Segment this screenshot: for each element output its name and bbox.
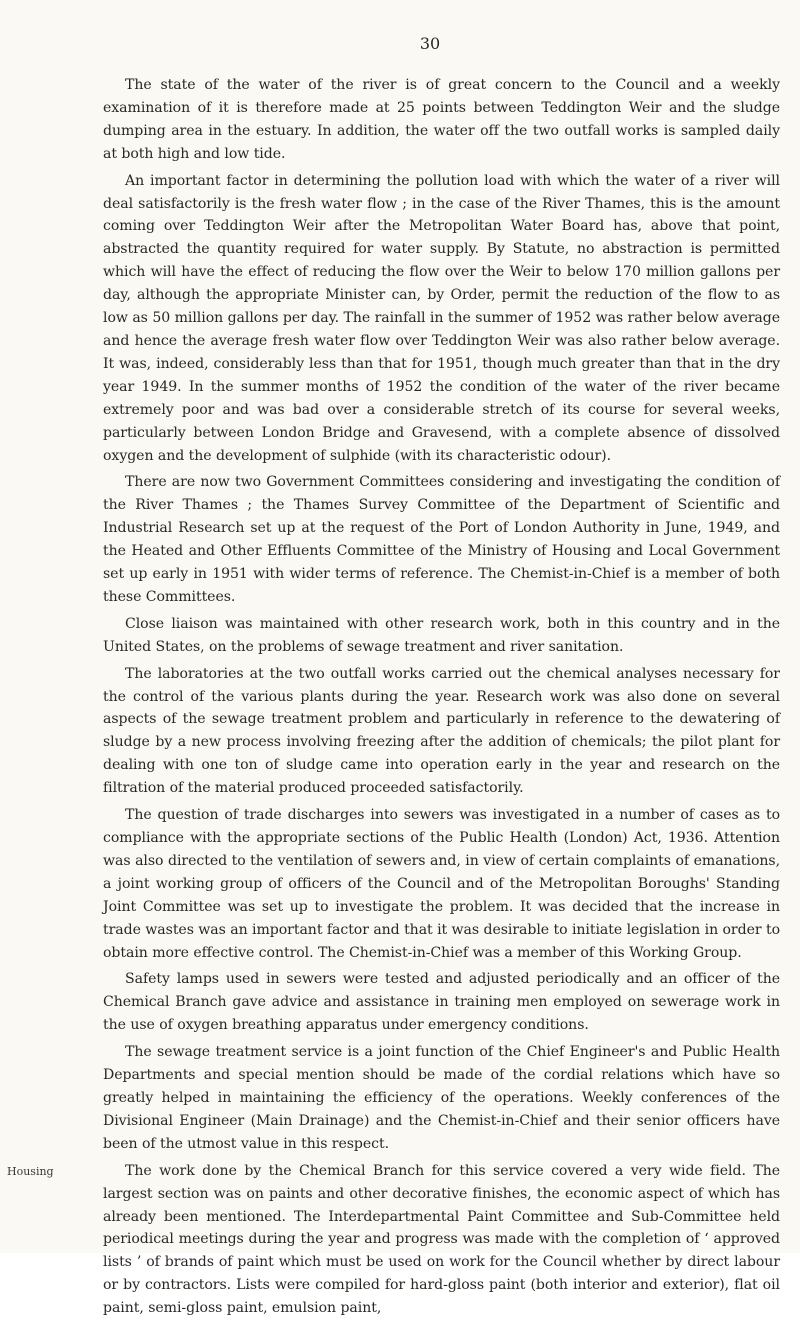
paragraph-block [7, 1160, 780, 1320]
paragraph-research-liaison: Close liaison was maintained with other research work, both in this country and in the United States, on the problems of sewage treatment and river sanitation. [103, 615, 780, 655]
paragraph-block [103, 804, 780, 964]
paragraph-outfall-laboratories: The laboratories at the two outfall works carried out the chemical analyses necessary for the control of the various plants during the year. Research work was also done on several aspects of the sewage treatment problem and particularly in reference to the dewatering of sludge by a new process involving freezing after the addition of chemicals; the pilot plant for dealing with one ton of sludge came into operation early in the year and research on the filtration of the material produced proceeded satisfactorily. [103, 665, 780, 797]
page-number: 30 [419, 34, 441, 53]
paragraph-block [103, 663, 780, 800]
paragraph-river-water-examination: The state of the water of the river is of great concern to the Council and a weekly examination of it is therefore made at 25 points between Teddington Weir and the sludge dumping area in the estuary. In addition, the water off the two outfall works is sampled daily at both high and low tide. [103, 77, 780, 162]
paragraph-government-committees: There are now two Government Committees considering and investigating the condition of the River Thames ; the Thames Survey Committee of the Department of Scientific and Industrial Research set up at the request of the Port of London Authority in June, 1949, and the Heated and Other Effluents Committee of the Ministry of Housing and Local Government set up early in 1951 with wider terms of reference. The Chemist-in-Chief is a member of both these Committees. [103, 474, 780, 605]
margin-note-housing: Housing [7, 1164, 54, 1178]
paragraph-block [103, 1041, 780, 1156]
body-text [7, 74, 780, 1324]
paragraph-block [103, 74, 780, 166]
paragraph-housing-paints: The work done by the Chemical Branch for this service covered a very wide field. The largest section was on paints and other decorative finishes, the economic aspect of which has already been mentioned. The Interdepartmental Paint Committee and Sub-Committee held periodical meetings during the year and progress was made with the completion of ‘ approved lists ’ of brands of paint which must be used on work for the Council whether by direct labour or by contractors. Lists were compiled for hard-gloss paint (both interior and exterior), flat oil paint, semi-gloss paint, emulsion paint, [103, 1162, 780, 1317]
paragraph-block [103, 613, 780, 659]
paragraph-block [103, 170, 780, 468]
paragraph-block [103, 471, 780, 608]
paragraph-trade-discharges: The question of trade discharges into sewers was investigated in a number of cases as to compliance with the appropriate sections of the Public Health (London) Act, 1936. Attention was also directed to the ventilation of sewers and, in view of certain complaints of emanations, a joint working group of officers of the Council and of the Metropolitan Boroughs' Standing Joint Committee was set up to investigate the problem. It was decided that the increase in trade wastes was an important factor and that it was desirable to initiate legislation in order to obtain more effective control. The Chemist-in-Chief was a member of this Working Group. [103, 807, 780, 961]
paragraph-sewage-treatment-service: The sewage treatment service is a joint function of the Chief Engineer's and Public Health Departments and special mention should be made of the cordial relations which have so greatly helped in maintaining the efficiency of the operations. Weekly conferences of the Divisional Engineer (Main Drainage) and the Chemist-in-Chief and their senior officers have been of the utmost value in this respect. [103, 1044, 780, 1152]
paragraph-fresh-water-flow: An important factor in determining the pollution load with which the water of a river will deal satisfactorily is the fresh water flow ; in the case of the River Thames, this is the amount coming over Teddington Weir after the Metropolitan Water Board has, above that point, abstracted the quantity required for water supply. By Statute, no abstraction is permitted which will have the effect of reducing the flow over the Weir to below 170 million gallons per day, although the appropriate Minister can, by Order, permit the reduction of the flow to as low as 50 million gallons per day. The rainfall in the summer of 1952 was rather below average and hence the average fresh water flow over Teddington Weir was also rather below average. It was, indeed, considerably less than that for 1951, though much greater than that in the dry year 1949. In the summer months of 1952 the condition of the water of the river became extremely poor and was bad over a considerable stretch of its course for several weeks, particularly between London Bridge and Gravesend, with a complete absence of dissolved oxygen and the development of sulphide (with its characteristic odour). [103, 172, 780, 464]
paragraph-block [103, 968, 780, 1037]
paragraph-safety-lamps: Safety lamps used in sewers were tested and adjusted periodically and an officer of the Chemical Branch gave advice and assistance in training men employed on sewerage work in the use of oxygen breathing apparatus under emergency conditions. [103, 971, 780, 1034]
